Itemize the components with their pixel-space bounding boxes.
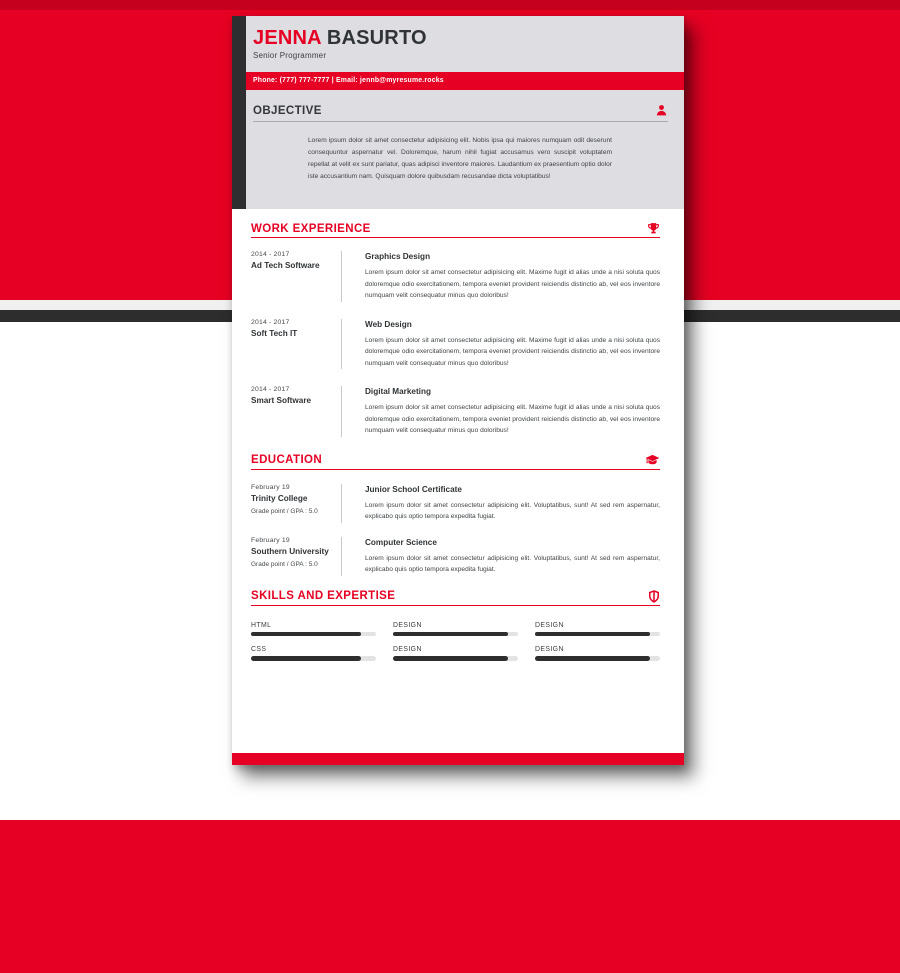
resume-header-zone [232, 16, 684, 209]
skill-bar-track [535, 656, 660, 661]
graduation-cap-icon [645, 454, 660, 467]
objective-heading-row [246, 104, 684, 117]
shield-icon [648, 590, 660, 603]
work-entries [251, 251, 660, 437]
skill-label: HTML [251, 621, 272, 629]
job-title: Senior Programmer [253, 51, 327, 60]
education-description: Lorem ipsum dolor sit amet consectetur adipisicing elit. Voluptatibus, sunt! At sed rem aspernatur, explicabo quis optio tempora expedita fugiat. [365, 501, 660, 520]
work-description: Lorem ipsum dolor sit amet consectetur adipisicing elit. Maxime fugit id alias unde a nisi soluta quos doloremque odio exercitationem, tempora eveniet provident reiciendis distinctio ab, vel eos inventore numquam velit consequatur minus quo doloribus! [365, 404, 660, 434]
work-role: Web Design [365, 319, 412, 329]
education-heading-row [251, 454, 660, 467]
education-description: Lorem ipsum dolor sit amet consectetur adipisicing elit. Voluptatibus, sunt! At sed rem aspernatur, explicabo quis optio tempora expedita fugiat. [365, 554, 660, 573]
objective-heading: OBJECTIVE [253, 104, 322, 117]
work-period: 2014 - 2017 [251, 318, 290, 326]
education-degree: Computer Science [365, 537, 437, 547]
education-section [251, 454, 660, 576]
skill-label: DESIGN [535, 621, 564, 629]
work-role: Graphics Design [365, 252, 431, 261]
skill-label: DESIGN [393, 646, 422, 653]
skill-item [535, 622, 660, 637]
skills-underline [251, 605, 660, 606]
objective-underline [253, 121, 668, 122]
education-entry-detail [341, 484, 660, 523]
skills-heading: SKILLS AND EXPERTISE [251, 590, 396, 602]
work-company: Soft Tech IT [251, 328, 298, 338]
work-period: 2014 - 2017 [251, 251, 290, 258]
resume-body [232, 222, 684, 661]
objective-section [246, 90, 684, 183]
skills-grid [251, 622, 660, 661]
skill-bar-track [251, 656, 376, 661]
work-entry [251, 386, 660, 437]
education-grade: Grade point / GPA : 5.0 [251, 507, 318, 515]
skill-bar-track [393, 632, 518, 637]
skill-label: DESIGN [393, 621, 422, 629]
work-heading: WORK EXPERIENCE [251, 222, 371, 235]
education-school: Southern University [251, 546, 329, 556]
education-entry-meta [251, 484, 341, 523]
skill-item [393, 622, 518, 637]
work-underline [251, 237, 660, 238]
work-description: Lorem ipsum dolor sit amet consectetur adipisicing elit. Maxime fugit id alias unde a nisi soluta quos doloremque odio exercitationem, tempora eveniet provident reiciendis distinctio ab, vel eos inventore numquam velit consequatur minus quo doloribus! [365, 269, 660, 299]
education-entry [251, 484, 660, 523]
skill-bar-track [251, 632, 376, 637]
person-icon [655, 104, 668, 117]
contact-bar [246, 72, 684, 90]
contact-line: Phone: (777) 777-7777 | Email: jennb@myresume.rocks [253, 77, 444, 84]
skill-bar-fill [393, 656, 508, 661]
skill-bar-track [535, 632, 660, 637]
education-grade: Grade point / GPA : 5.0 [251, 560, 318, 568]
skill-bar-track [393, 656, 518, 661]
work-entry-meta [251, 251, 341, 302]
trophy-icon [647, 222, 660, 235]
footer-accent-bar [232, 753, 684, 765]
education-entry-meta [251, 537, 341, 576]
work-heading-row [251, 222, 660, 235]
skill-label: DESIGN [535, 646, 564, 653]
resume-page [232, 16, 684, 765]
skills-heading-row [251, 590, 660, 603]
work-company: Smart Software [251, 396, 312, 405]
candidate-name [253, 27, 684, 49]
work-entry-detail [341, 251, 660, 302]
skill-item [251, 622, 376, 637]
work-role: Digital Marketing [365, 387, 431, 396]
education-degree: Junior School Certificate [365, 484, 462, 494]
skill-item [251, 646, 376, 661]
last-name: BASURTO [326, 27, 427, 49]
education-date: February 19 [251, 536, 290, 544]
skill-label: CSS [251, 646, 267, 653]
work-entry-detail [341, 386, 660, 437]
education-entry-detail [341, 537, 660, 576]
skill-bar-fill [393, 632, 508, 637]
education-date: February 19 [251, 483, 290, 491]
education-entry [251, 537, 660, 576]
background-top-edge-strip [0, 0, 900, 10]
skill-bar-fill [251, 656, 361, 661]
work-company: Ad Tech Software [251, 261, 320, 270]
name-block [246, 16, 684, 72]
work-experience-section [251, 222, 660, 437]
work-entry-detail [341, 319, 660, 370]
skills-section [251, 590, 660, 661]
left-accent-strip [232, 16, 246, 209]
objective-text: Lorem ipsum dolor sit amet consectetur adipisicing elit. Nobis ipsa qui maiores numquam odit deserunt consequuntur aspernatur vel. Doloremque, harum nihil fugiat accusamus vero suscipit voluptatem repellat at velit ex sunt pariatur, quas adipisci inventore maiores. Laudantium ex praesentium optio dolor iste accusantium nam. Quisquam dolore quibusdam recusandae dicta voluptatibus! [308, 137, 612, 180]
work-period: 2014 - 2017 [251, 386, 290, 393]
work-entry-meta [251, 319, 341, 370]
skill-bar-fill [535, 632, 650, 637]
work-entry [251, 251, 660, 302]
skill-bar-fill [251, 632, 361, 637]
work-description: Lorem ipsum dolor sit amet consectetur adipisicing elit. Maxime fugit id alias unde a nisi soluta quos doloremque odio exercitationem, tempora eveniet provident reiciendis distinctio ab, vel eos inventore numquam velit consequatur minus quo doloribus! [365, 336, 660, 367]
first-name: JENNA [253, 27, 322, 49]
header-content [246, 16, 684, 209]
work-entry-meta [251, 386, 341, 437]
education-underline [251, 469, 660, 470]
background-red-bottom [0, 820, 900, 973]
work-entry [251, 319, 660, 370]
skill-bar-fill [535, 656, 650, 661]
education-school: Trinity College [251, 493, 308, 503]
skill-item [535, 646, 660, 661]
skill-item [393, 646, 518, 661]
education-entries [251, 484, 660, 576]
education-heading: EDUCATION [251, 454, 323, 466]
